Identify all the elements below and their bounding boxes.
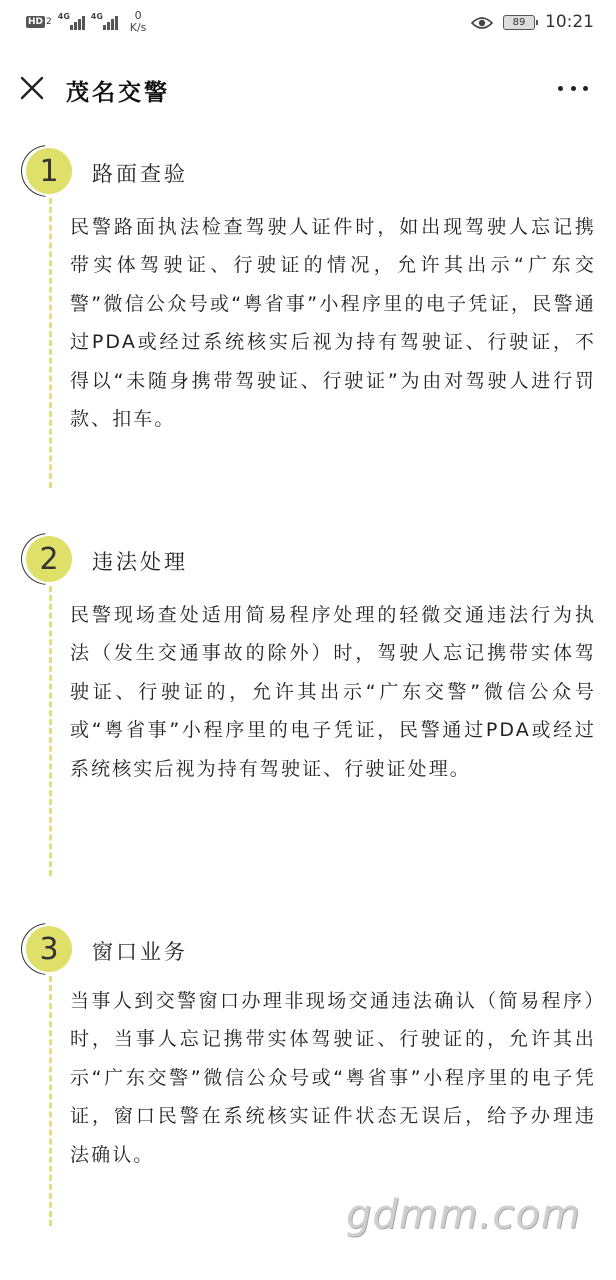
watermark: gdmm.com [346,1192,581,1238]
battery-icon [503,15,535,30]
close-button[interactable] [18,74,46,102]
section-title: 违法处理 [92,550,188,574]
speed-value: 0 [134,9,142,22]
title-bar [0,56,616,120]
page-title: 茂名交警 [66,80,170,106]
network-speed [130,10,147,34]
more-icon-dot [583,86,588,91]
close-icon [18,74,46,102]
more-icon-dot [571,86,576,91]
timeline-dash [49,198,52,488]
section-body: 当事人到交警窗口办理非现场交通违法确认（简易程序）时，当事人忘记携带实体驾驶证、行驶证的，允许其出示“广东交警”微信公众号或“粤省事”小程序里的电子凭证，窗口民警在系统核实证件状态无误后，给予办理违法确认。 [70,990,596,1166]
step-badge [26,926,72,972]
sim2-type: 4G [90,12,103,21]
step-number: 2 [39,541,59,577]
speed-unit: K/s [129,21,147,34]
status-right [471,12,594,32]
signal-icon-sim1 [58,14,85,30]
eye-comfort-icon [471,15,493,29]
battery-level: 89 [512,16,526,28]
sim1-type: 4G [57,12,70,21]
timeline-dash [49,586,52,876]
more-button[interactable] [558,78,588,98]
step-number: 3 [39,931,59,967]
status-left [26,10,146,34]
section-body: 民警路面执法检查驾驶人证件时，如出现驾驶人忘记携带实体驾驶证、行驶证的情况，允许其出示“广东交警”微信公众号或“粤省事”小程序里的电子凭证，民警通过PDA或经过系统核实后视为持有驾驶证、行驶证，不得以“未随身携带驾驶证、行驶证”为由对驾驶人进行罚款、扣车。 [70,216,596,431]
hd-voice-icon: HD [28,17,44,27]
step-badge [26,148,72,194]
section-title: 窗口业务 [92,940,188,964]
section-title: 路面查验 [92,162,188,186]
timeline-dash [49,976,52,1226]
signal-icon-sim2 [91,14,118,30]
more-icon-dot [558,86,563,91]
step-badge [26,536,72,582]
status-bar [0,0,616,48]
step-number: 1 [39,153,59,189]
section-body: 民警现场查处适用简易程序处理的轻微交通违法行为执法（发生交通事故的除外）时，驾驶人忘记携带实体驾驶证、行驶证的，允许其出示“广东交警”微信公众号或“粤省事”小程序里的电子凭证，民警通过PDA或经过系统核实后视为持有驾驶证、行驶证处理。 [70,604,596,780]
hd-sub: 2 [46,17,52,27]
clock: 10:21 [545,12,594,32]
